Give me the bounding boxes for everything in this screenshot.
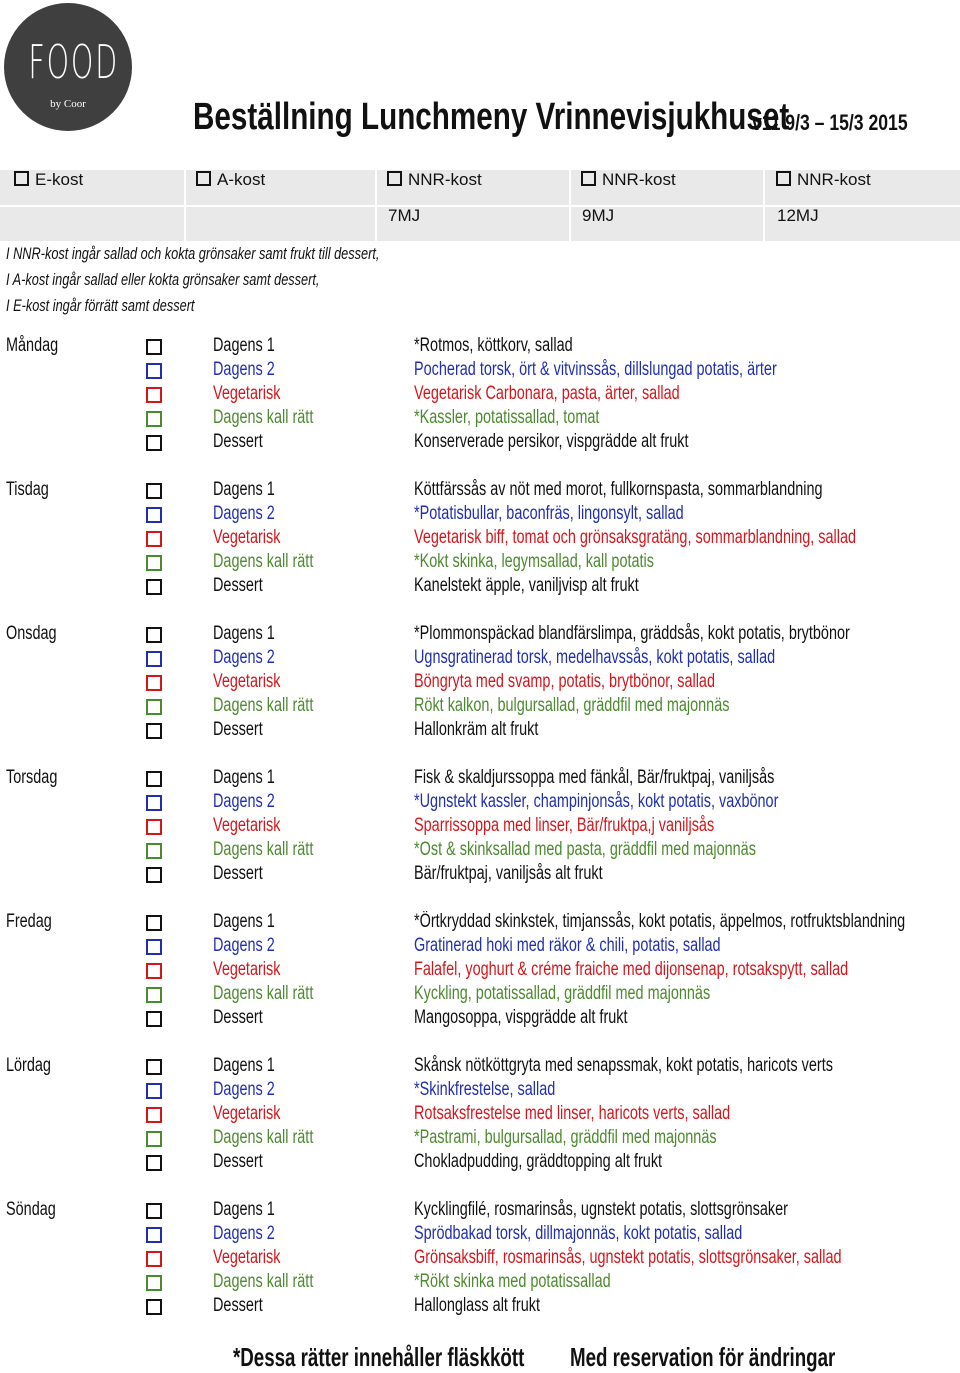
kost-label: E-kost: [35, 170, 84, 189]
order-checkbox[interactable]: [146, 1083, 162, 1099]
order-checkbox[interactable]: [146, 1059, 162, 1075]
order-checkbox[interactable]: [146, 507, 162, 523]
day-name: Fredag: [6, 911, 52, 932]
order-checkbox[interactable]: [146, 963, 162, 979]
dish-text: Ugnsgratinerad torsk, medelhavssås, kokt potatis, sallad: [414, 647, 776, 668]
category-label: Dessert: [213, 575, 263, 596]
kost-label: NNR-kost: [408, 170, 482, 189]
category-label: Dessert: [213, 863, 263, 884]
day-name: Lördag: [6, 1055, 51, 1076]
kost-label: A-kost: [217, 170, 266, 189]
dish-text: Hallonkräm alt frukt: [414, 719, 539, 740]
category-label: Dagens kall rätt: [213, 551, 314, 572]
kost-option-0[interactable]: [14, 170, 83, 190]
order-checkbox[interactable]: [146, 627, 162, 643]
kost-label: NNR-kost: [602, 170, 676, 189]
category-label: Dagens 1: [213, 335, 275, 356]
note-line: I E-kost ingår förrätt samt dessert: [6, 296, 195, 315]
order-checkbox[interactable]: [146, 1251, 162, 1267]
category-label: Vegetarisk: [213, 1247, 281, 1268]
day-name: Söndag: [6, 1199, 56, 1220]
day-name: Måndag: [6, 335, 59, 356]
order-checkbox[interactable]: [146, 579, 162, 595]
order-checkbox[interactable]: [146, 363, 162, 379]
checkbox-icon[interactable]: [581, 171, 596, 186]
order-checkbox[interactable]: [146, 339, 162, 355]
dish-text: Grönsaksbiff, rosmarinsås, ugnstekt potatis, slottsgrönsaker, sallad: [414, 1247, 842, 1268]
category-label: Dessert: [213, 1151, 263, 1172]
order-checkbox[interactable]: [146, 915, 162, 931]
order-checkbox[interactable]: [146, 411, 162, 427]
order-checkbox[interactable]: [146, 843, 162, 859]
dish-text: Falafel, yoghurt & créme fraiche med dijonsenap, rotsakspytt, sallad: [414, 959, 849, 980]
dish-text: Vegetarisk Carbonara, pasta, ärter, sallad: [414, 383, 680, 404]
dish-text: *Plommonspäckad blandfärslimpa, gräddsås, kokt potatis, brytbönor: [414, 623, 850, 644]
order-checkbox[interactable]: [146, 675, 162, 691]
category-label: Dagens 2: [213, 1079, 275, 1100]
dish-text: *Rökt skinka med potatissallad: [414, 1271, 611, 1292]
category-label: Dagens 2: [213, 1223, 275, 1244]
dish-text: Kyckling, potatissallad, gräddfil med majonnäs: [414, 983, 711, 1004]
page-title: Beställning Lunchmeny Vrinnevisjukhuset: [193, 96, 790, 138]
kost-mj-label: 7MJ: [388, 206, 421, 225]
kost-label: NNR-kost: [797, 170, 871, 189]
order-checkbox[interactable]: [146, 867, 162, 883]
dish-text: *Rotmos, köttkorv, sallad: [414, 335, 573, 356]
dish-text: Gratinerad hoki med räkor & chili, potatis, sallad: [414, 935, 721, 956]
order-checkbox[interactable]: [146, 795, 162, 811]
order-checkbox[interactable]: [146, 1131, 162, 1147]
day-name: Torsdag: [6, 767, 58, 788]
category-label: Dagens 2: [213, 359, 275, 380]
dish-text: Köttfärssås av nöt med morot, fullkornspasta, sommarblandning: [414, 479, 823, 500]
dish-text: Konserverade persikor, vispgrädde alt frukt: [414, 431, 689, 452]
kost-option-2[interactable]: [387, 170, 482, 190]
category-label: Dagens 1: [213, 1055, 275, 1076]
dish-text: Pocherad torsk, ört & vitvinssås, dillslungad potatis, ärter: [414, 359, 777, 380]
order-checkbox[interactable]: [146, 1275, 162, 1291]
category-label: Dagens 2: [213, 935, 275, 956]
category-label: Vegetarisk: [213, 1103, 281, 1124]
checkbox-icon[interactable]: [14, 171, 29, 186]
dish-text: Skånsk nötköttgryta med senapssmak, kokt potatis, haricots verts: [414, 1055, 833, 1076]
dish-text: Sprödbakad torsk, dillmajonnäs, kokt potatis, sallad: [414, 1223, 743, 1244]
order-checkbox[interactable]: [146, 699, 162, 715]
note-line: I A-kost ingår sallad eller kokta grönsaker samt dessert,: [6, 270, 320, 289]
category-label: Dagens 1: [213, 767, 275, 788]
dish-text: Rökt kalkon, bulgursallad, gräddfil med majonnäs: [414, 695, 730, 716]
category-label: Dagens 2: [213, 503, 275, 524]
dish-text: Vegetarisk biff, tomat och grönsaksgratäng, sommarblandning, sallad: [414, 527, 857, 548]
reservation-notice: Med reservation för ändringar: [570, 1342, 836, 1372]
category-label: Dessert: [213, 1007, 263, 1028]
order-checkbox[interactable]: [146, 771, 162, 787]
food-by-coor-logo: [4, 3, 132, 131]
category-label: Dagens 2: [213, 647, 275, 668]
dish-text: Rotsaksfrestelse med linser, haricots verts, sallad: [414, 1103, 731, 1124]
order-checkbox[interactable]: [146, 1011, 162, 1027]
kost-option-4[interactable]: [776, 170, 871, 190]
order-checkbox[interactable]: [146, 531, 162, 547]
dish-text: *Pastrami, bulgursallad, gräddfil med majonnäs: [414, 1127, 717, 1148]
order-checkbox[interactable]: [146, 939, 162, 955]
dish-text: Hallonglass alt frukt: [414, 1295, 541, 1316]
day-name: Tisdag: [6, 479, 49, 500]
order-checkbox[interactable]: [146, 651, 162, 667]
category-label: Vegetarisk: [213, 527, 281, 548]
order-checkbox[interactable]: [146, 723, 162, 739]
category-label: Dagens kall rätt: [213, 407, 314, 428]
category-label: Dessert: [213, 719, 263, 740]
logo-by: by Coor: [50, 98, 86, 110]
order-checkbox[interactable]: [146, 387, 162, 403]
logo-word: FOOD: [28, 35, 120, 89]
note-line: I NNR-kost ingår sallad och kokta grönsaker samt frukt till dessert,: [6, 244, 380, 263]
category-label: Dagens 1: [213, 911, 275, 932]
category-label: Vegetarisk: [213, 959, 281, 980]
category-label: Dagens kall rätt: [213, 695, 314, 716]
category-label: Dagens 1: [213, 479, 275, 500]
category-label: Dessert: [213, 1295, 263, 1316]
day-name: Onsdag: [6, 623, 57, 644]
dish-text: *Ost & skinksallad med pasta, gräddfil med majonnäs: [414, 839, 756, 860]
category-label: Dagens kall rätt: [213, 1271, 314, 1292]
order-checkbox[interactable]: [146, 1299, 162, 1315]
order-checkbox[interactable]: [146, 1107, 162, 1123]
order-checkbox[interactable]: [146, 1155, 162, 1171]
category-label: Dagens kall rätt: [213, 983, 314, 1004]
category-label: Vegetarisk: [213, 815, 281, 836]
order-checkbox[interactable]: [146, 1227, 162, 1243]
checkbox-icon[interactable]: [387, 171, 402, 186]
dish-text: Bär/fruktpaj, vaniljsås alt frukt: [414, 863, 603, 884]
category-label: Dessert: [213, 431, 263, 452]
dish-text: Fisk & skaldjurssoppa med fänkål, Bär/fruktpaj, vaniljsås: [414, 767, 775, 788]
kost-option-1[interactable]: [196, 170, 265, 190]
order-checkbox[interactable]: [146, 555, 162, 571]
dish-text: *Skinkfrestelse, sallad: [414, 1079, 556, 1100]
order-checkbox[interactable]: [146, 483, 162, 499]
kost-mj-label: 12MJ: [777, 206, 819, 225]
order-checkbox[interactable]: [146, 987, 162, 1003]
kost-option-3[interactable]: [581, 170, 676, 190]
kost-mj-label: 9MJ: [582, 206, 615, 225]
pork-notice: *Dessa rätter innehåller fläskkött: [233, 1342, 525, 1372]
checkbox-icon[interactable]: [196, 171, 211, 186]
dish-text: Kycklingfilé, rosmarinsås, ugnstekt potatis, slottsgrönsaker: [414, 1199, 789, 1220]
dish-text: Böngryta med svamp, potatis, brytbönor, sallad: [414, 671, 715, 692]
dish-text: *Potatisbullar, baconfräs, lingonsylt, sallad: [414, 503, 684, 524]
category-label: Dagens 1: [213, 623, 275, 644]
dish-text: *Kokt skinka, legymsallad, kall potatis: [414, 551, 654, 572]
dish-text: *Ugnstekt kassler, champinjonsås, kokt potatis, vaxbönor: [414, 791, 779, 812]
category-label: Dagens 2: [213, 791, 275, 812]
order-checkbox[interactable]: [146, 435, 162, 451]
category-label: Dagens kall rätt: [213, 1127, 314, 1148]
dish-text: Mangosoppa, vispgrädde alt frukt: [414, 1007, 628, 1028]
dish-text: Sparrissoppa med linser, Bär/fruktpa,j vaniljsås: [414, 815, 715, 836]
dish-text: Chokladpudding, gräddtopping alt frukt: [414, 1151, 663, 1172]
order-checkbox[interactable]: [146, 1203, 162, 1219]
dish-text: *Örtkryddad skinkstek, timjanssås, kokt potatis, äppelmos, rotfruktsblandning: [414, 911, 906, 932]
dish-text: *Kassler, potatissallad, tomat: [414, 407, 600, 428]
category-label: Vegetarisk: [213, 671, 281, 692]
category-label: Dagens kall rätt: [213, 839, 314, 860]
category-label: Dagens 1: [213, 1199, 275, 1220]
category-label: Vegetarisk: [213, 383, 281, 404]
version-label: v11 9/3 – 15/3 2015: [752, 110, 908, 135]
order-checkbox[interactable]: [146, 819, 162, 835]
checkbox-icon[interactable]: [776, 171, 791, 186]
dish-text: Kanelstekt äpple, vaniljvisp alt frukt: [414, 575, 639, 596]
